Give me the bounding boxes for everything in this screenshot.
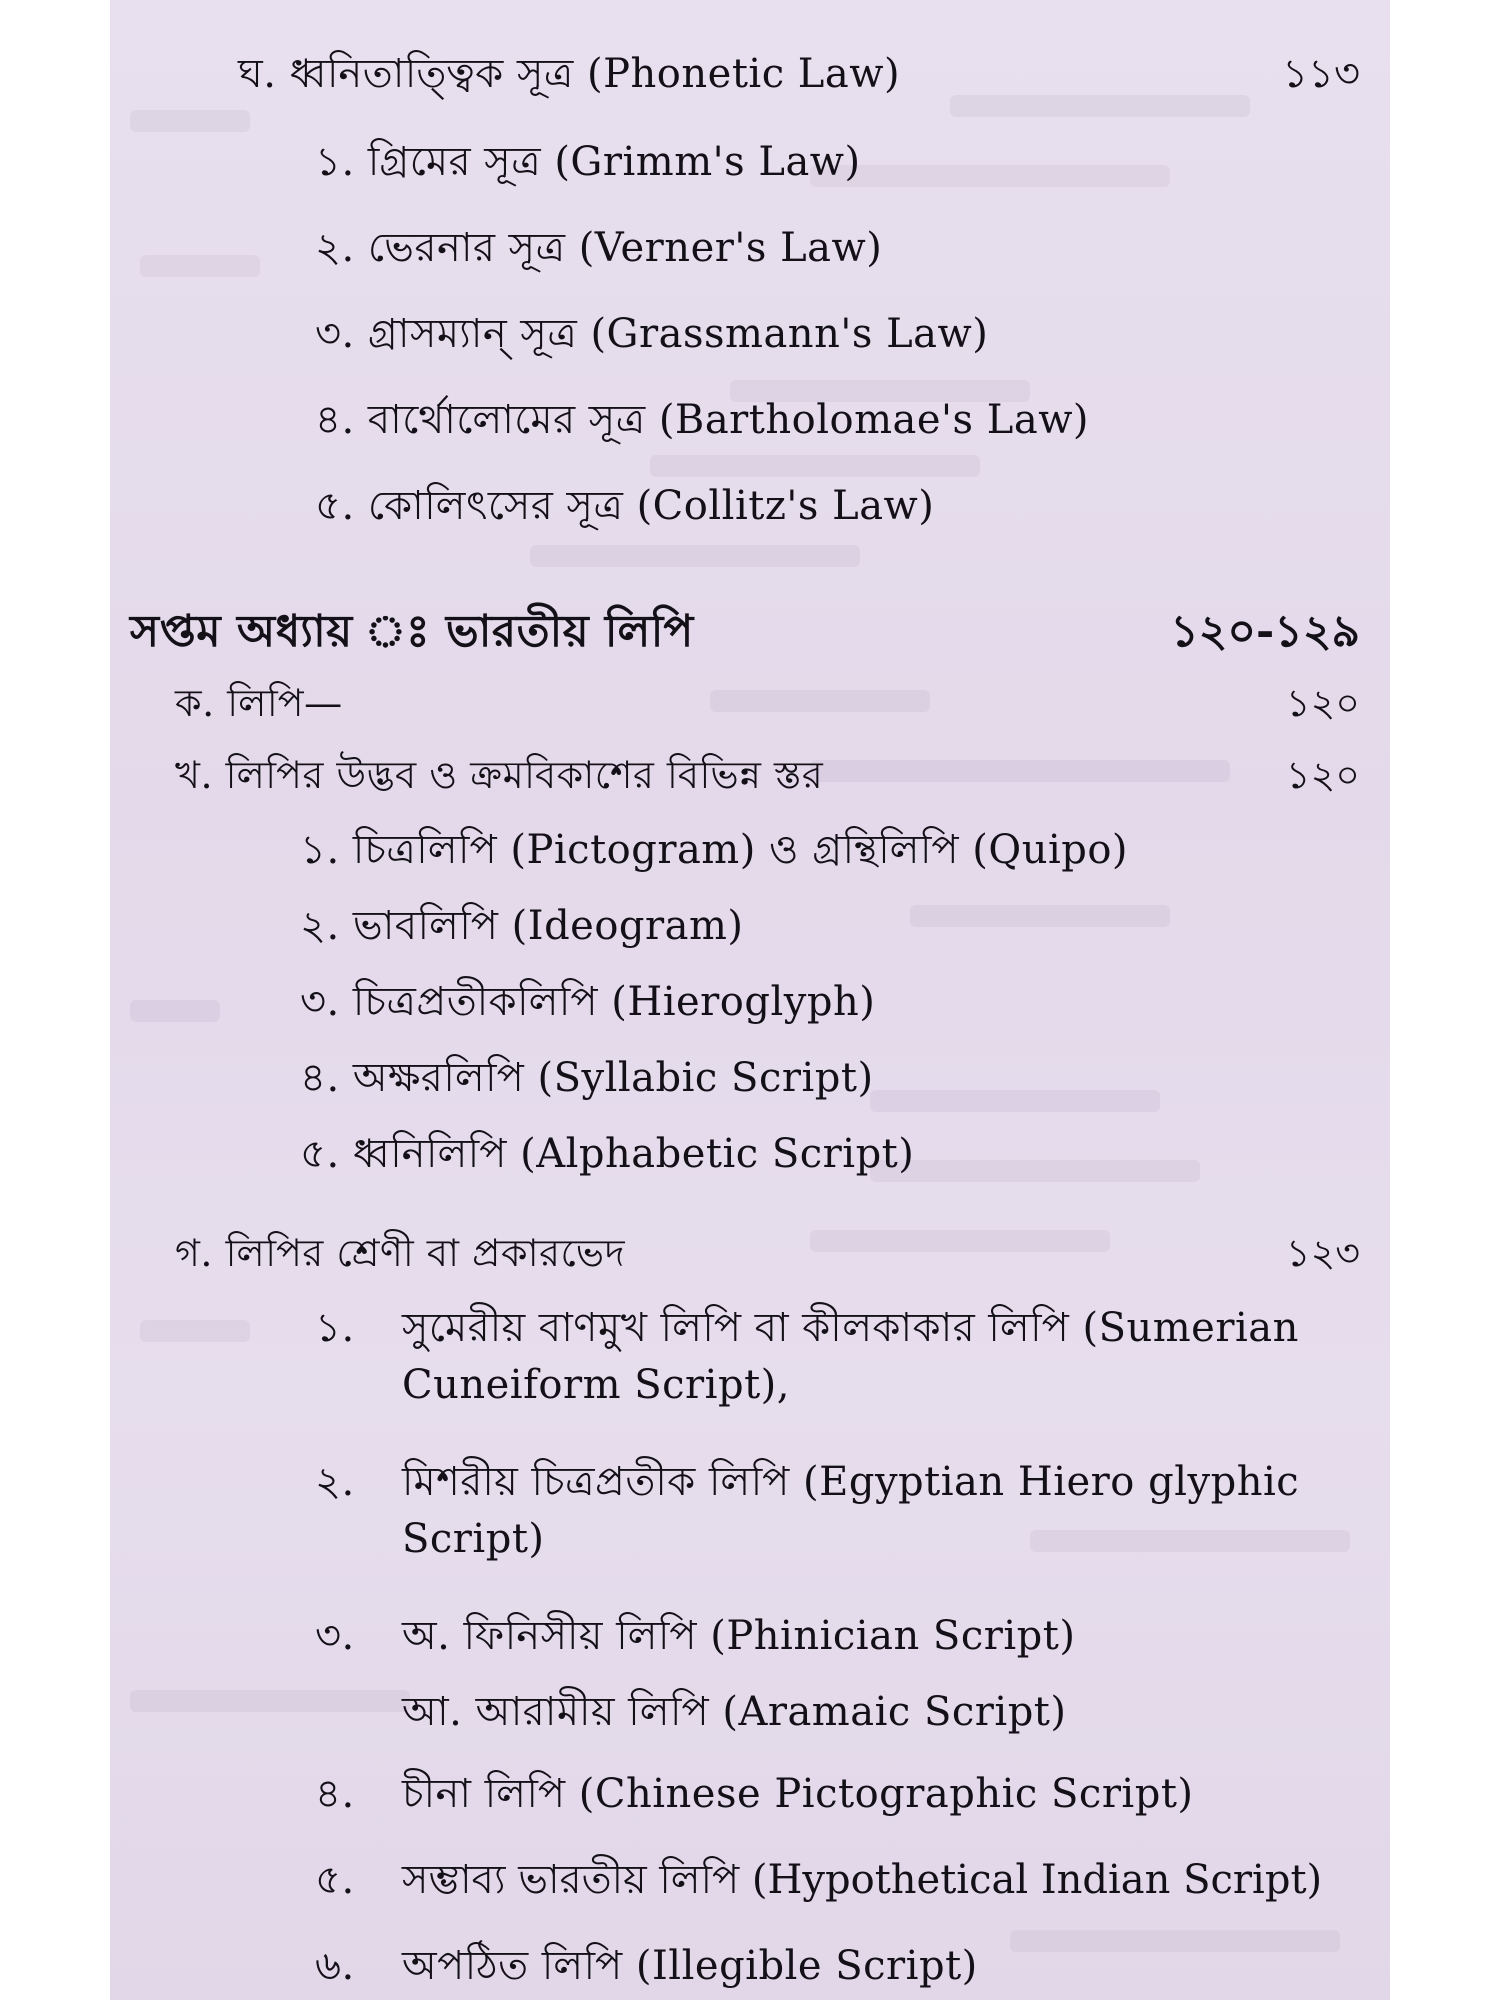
toc-item-subitem: আ. আরামীয় লিপি (Aramaic Script) (402, 1689, 1067, 1735)
toc-item-number: ৪. (315, 1771, 355, 1817)
toc-item-continuation: Script) (402, 1516, 545, 1562)
book-page (110, 0, 1390, 2000)
toc-item-number: ৫. (315, 1857, 355, 1903)
chapter-title: সপ্তম অধ্যায় ঃ ভারতীয় লিপি (130, 606, 694, 657)
toc-item-number: ২. (315, 1459, 355, 1505)
toc-item: মিশরীয় চিত্রপ্রতীক লিপি (Egyptian Hiero glyphic (402, 1459, 1300, 1505)
toc-item: ৩. গ্রাসম্যান্ সূত্র (Grassmann's Law) (315, 311, 989, 357)
toc-item: সম্ভাব্য ভারতীয় লিপি (Hypothetical Indian Script) (402, 1857, 1323, 1903)
section-kha-heading: খ. লিপির উদ্ভব ও ক্রমবিকাশের বিভিন্ন স্তর (175, 753, 824, 797)
toc-item: ২. ভেরনার সূত্র (Verner's Law) (315, 225, 883, 271)
toc-item: ৫. কোলিৎসের সূত্র (Collitz's Law) (315, 483, 935, 529)
toc-item: অপঠিত লিপি (Illegible Script) (402, 1943, 978, 1989)
section-ga-heading: গ. লিপির শ্রেণী বা প্রকারভেদ (175, 1231, 626, 1275)
toc-item: ৫. ধ্বনিলিপি (Alphabetic Script) (300, 1131, 915, 1177)
toc-item: ১. গ্রিমের সূত্র (Grimm's Law) (315, 139, 861, 185)
toc-item-number: ১. (315, 1305, 355, 1351)
toc-item: সুমেরীয় বাণমুখ লিপি বা কীলকাকার লিপি (Sumerian (402, 1305, 1299, 1351)
toc-item-number: ৩. (315, 1613, 355, 1659)
section-ga-page-number: ১২৩ (1285, 1231, 1360, 1275)
toc-item: চীনা লিপি (Chinese Pictographic Script) (402, 1771, 1194, 1817)
section-gha-heading: ঘ. ধ্বনিতাত্ত্বিক সূত্র (Phonetic Law) (238, 51, 901, 97)
toc-item-number: ৬. (315, 1943, 355, 1989)
toc-item: ৪. বার্থোলোমের সূত্র (Bartholomae's Law) (315, 397, 1090, 443)
chapter-page-range: ১২০-১২৯ (1170, 606, 1360, 657)
toc-item-continuation: Cuneiform Script), (402, 1362, 790, 1408)
toc-item: ৪. অক্ষরলিপি (Syllabic Script) (300, 1055, 874, 1101)
toc-item: ২. ভাবলিপি (Ideogram) (300, 903, 744, 949)
section-gha-page-number: ১১৩ (1282, 51, 1360, 97)
section-ka-page-number: ১২০ (1285, 681, 1360, 725)
section-kha-page-number: ১২০ (1285, 753, 1360, 797)
toc-item: ৩. চিত্রপ্রতীকলিপি (Hieroglyph) (300, 979, 876, 1025)
toc-item: অ. ফিনিসীয় লিপি (Phinician Script) (402, 1613, 1076, 1659)
toc-item: ১. চিত্রলিপি (Pictogram) ও গ্রন্থিলিপি (Quipo) (300, 827, 1129, 873)
section-ka-heading: ক. লিপি— (175, 681, 343, 725)
